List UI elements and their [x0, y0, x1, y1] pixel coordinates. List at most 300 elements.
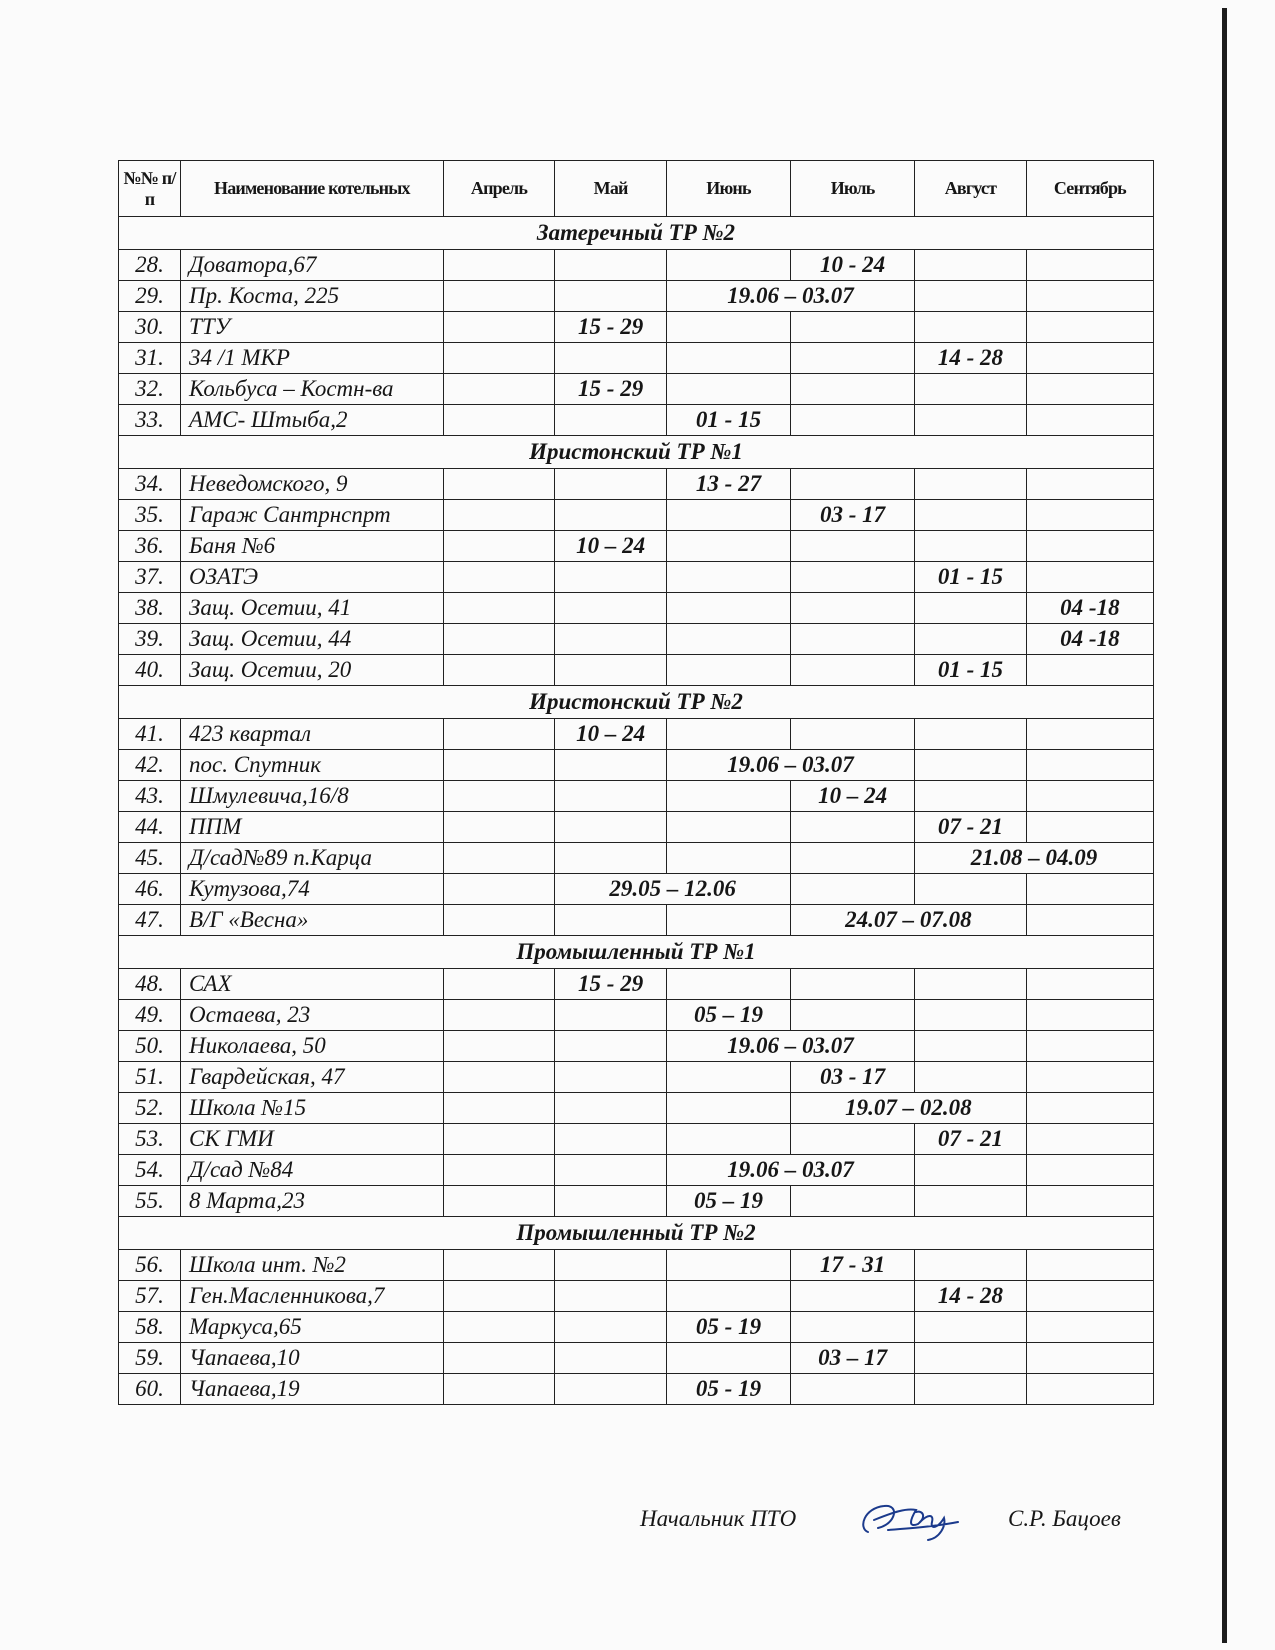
empty-cell — [555, 593, 667, 624]
empty-cell — [1026, 250, 1153, 281]
empty-cell — [443, 1250, 555, 1281]
table-row — [119, 1155, 1154, 1186]
empty-cell — [555, 843, 667, 874]
empty-cell — [791, 969, 915, 1000]
shutdown-period: 07 - 21 — [915, 1124, 1027, 1155]
table-row — [119, 312, 1154, 343]
shutdown-period: 04 -18 — [1026, 593, 1153, 624]
empty-cell — [666, 500, 790, 531]
header-row — [119, 161, 1154, 217]
empty-cell — [1026, 905, 1153, 936]
empty-cell — [1026, 1281, 1153, 1312]
signature-block — [640, 1500, 1160, 1560]
empty-cell — [915, 312, 1027, 343]
empty-cell — [666, 812, 790, 843]
empty-cell — [1026, 312, 1153, 343]
empty-cell — [555, 281, 667, 312]
row-number: 32. — [119, 374, 181, 405]
shutdown-period: 04 -18 — [1026, 624, 1153, 655]
boiler-name: Николаева, 50 — [181, 1031, 444, 1062]
handwritten-signature — [854, 1494, 964, 1544]
empty-cell — [1026, 500, 1153, 531]
empty-cell — [1026, 1000, 1153, 1031]
boiler-name: Пр. Коста, 225 — [181, 281, 444, 312]
empty-cell — [791, 562, 915, 593]
shutdown-period: 07 - 21 — [915, 812, 1027, 843]
boiler-name: Неведомского, 9 — [181, 469, 444, 500]
empty-cell — [1026, 812, 1153, 843]
empty-cell — [791, 593, 915, 624]
empty-cell — [915, 405, 1027, 436]
header-july: Июль — [791, 161, 915, 217]
empty-cell — [915, 281, 1027, 312]
shutdown-period: 15 - 29 — [555, 374, 667, 405]
empty-cell — [915, 500, 1027, 531]
row-number: 58. — [119, 1312, 181, 1343]
empty-cell — [915, 624, 1027, 655]
empty-cell — [915, 593, 1027, 624]
empty-cell — [915, 781, 1027, 812]
empty-cell — [443, 1343, 555, 1374]
empty-cell — [443, 1186, 555, 1217]
shutdown-period: 05 - 19 — [666, 1374, 790, 1405]
empty-cell — [791, 1312, 915, 1343]
empty-cell — [443, 655, 555, 686]
row-number: 52. — [119, 1093, 181, 1124]
empty-cell — [443, 874, 555, 905]
empty-cell — [1026, 1062, 1153, 1093]
boiler-name: Баня №6 — [181, 531, 444, 562]
empty-cell — [1026, 531, 1153, 562]
boiler-name: Ген.Масленникова,7 — [181, 1281, 444, 1312]
empty-cell — [791, 374, 915, 405]
shutdown-period: 05 – 19 — [666, 1000, 790, 1031]
header-name: Наименование котельных — [181, 161, 444, 217]
boiler-name: Остаева, 23 — [181, 1000, 444, 1031]
shutdown-period: 03 - 17 — [791, 1062, 915, 1093]
schedule-table — [118, 160, 1154, 1405]
empty-cell — [443, 1312, 555, 1343]
empty-cell — [443, 250, 555, 281]
boiler-name: Кольбуса – Костн-ва — [181, 374, 444, 405]
empty-cell — [915, 374, 1027, 405]
row-number: 38. — [119, 593, 181, 624]
shutdown-period: 10 – 24 — [555, 531, 667, 562]
empty-cell — [1026, 405, 1153, 436]
empty-cell — [791, 655, 915, 686]
empty-cell — [555, 1250, 667, 1281]
boiler-name: Гвардейская, 47 — [181, 1062, 444, 1093]
empty-cell — [443, 469, 555, 500]
empty-cell — [1026, 1312, 1153, 1343]
table-row — [119, 905, 1154, 936]
table-row — [119, 1374, 1154, 1405]
signer-position: Начальник ПТО — [640, 1506, 797, 1531]
empty-cell — [791, 405, 915, 436]
boiler-name: 34 /1 МКР — [181, 343, 444, 374]
empty-cell — [555, 1062, 667, 1093]
shutdown-period: 19.06 – 03.07 — [666, 281, 914, 312]
empty-cell — [443, 312, 555, 343]
boiler-name: Защ. Осетии, 20 — [181, 655, 444, 686]
header-june: Июнь — [666, 161, 790, 217]
empty-cell — [915, 719, 1027, 750]
empty-cell — [555, 562, 667, 593]
shutdown-period: 15 - 29 — [555, 969, 667, 1000]
empty-cell — [666, 1093, 790, 1124]
table-row — [119, 343, 1154, 374]
empty-cell — [555, 1093, 667, 1124]
table-row — [119, 1281, 1154, 1312]
section-title: Иристонский ТР №2 — [119, 686, 1154, 719]
empty-cell — [555, 1312, 667, 1343]
scan-border — [1222, 8, 1227, 1643]
row-number: 51. — [119, 1062, 181, 1093]
empty-cell — [555, 250, 667, 281]
header-september: Сентябрь — [1026, 161, 1153, 217]
boiler-name: АМС- Штыба,2 — [181, 405, 444, 436]
empty-cell — [443, 1000, 555, 1031]
empty-cell — [1026, 655, 1153, 686]
boiler-name: Школа №15 — [181, 1093, 444, 1124]
boiler-name: САХ — [181, 969, 444, 1000]
row-number: 56. — [119, 1250, 181, 1281]
row-number: 45. — [119, 843, 181, 874]
empty-cell — [555, 1124, 667, 1155]
table-row — [119, 1250, 1154, 1281]
empty-cell — [791, 1186, 915, 1217]
header-april: Апрель — [443, 161, 555, 217]
empty-cell — [915, 469, 1027, 500]
empty-cell — [666, 624, 790, 655]
empty-cell — [666, 781, 790, 812]
table-row — [119, 843, 1154, 874]
empty-cell — [443, 562, 555, 593]
empty-cell — [666, 905, 790, 936]
table-row — [119, 812, 1154, 843]
table-row — [119, 593, 1154, 624]
empty-cell — [1026, 1155, 1153, 1186]
row-number: 29. — [119, 281, 181, 312]
boiler-name: пос. Спутник — [181, 750, 444, 781]
empty-cell — [1026, 1186, 1153, 1217]
empty-cell — [555, 1343, 667, 1374]
empty-cell — [791, 1000, 915, 1031]
table-row — [119, 1093, 1154, 1124]
empty-cell — [443, 781, 555, 812]
table-row — [119, 374, 1154, 405]
empty-cell — [915, 1000, 1027, 1031]
table-row — [119, 1031, 1154, 1062]
row-number: 39. — [119, 624, 181, 655]
row-number: 50. — [119, 1031, 181, 1062]
table-body — [119, 217, 1154, 1405]
table-row — [119, 1124, 1154, 1155]
empty-cell — [443, 374, 555, 405]
empty-cell — [555, 750, 667, 781]
boiler-name: 8 Марта,23 — [181, 1186, 444, 1217]
empty-cell — [915, 531, 1027, 562]
empty-cell — [1026, 343, 1153, 374]
table-row — [119, 969, 1154, 1000]
empty-cell — [666, 1281, 790, 1312]
table-row — [119, 624, 1154, 655]
empty-cell — [1026, 1374, 1153, 1405]
row-number: 36. — [119, 531, 181, 562]
empty-cell — [915, 969, 1027, 1000]
empty-cell — [555, 1031, 667, 1062]
empty-cell — [791, 843, 915, 874]
shutdown-period: 15 - 29 — [555, 312, 667, 343]
empty-cell — [791, 624, 915, 655]
empty-cell — [1026, 1250, 1153, 1281]
empty-cell — [915, 250, 1027, 281]
empty-cell — [443, 1062, 555, 1093]
table-row — [119, 281, 1154, 312]
empty-cell — [791, 719, 915, 750]
empty-cell — [555, 812, 667, 843]
empty-cell — [791, 343, 915, 374]
row-number: 44. — [119, 812, 181, 843]
empty-cell — [555, 655, 667, 686]
table-row — [119, 469, 1154, 500]
empty-cell — [791, 469, 915, 500]
shutdown-period: 03 – 17 — [791, 1343, 915, 1374]
table-row — [119, 1000, 1154, 1031]
empty-cell — [1026, 1124, 1153, 1155]
empty-cell — [666, 1250, 790, 1281]
empty-cell — [443, 500, 555, 531]
row-number: 48. — [119, 969, 181, 1000]
table-row — [119, 1312, 1154, 1343]
boiler-name: Защ. Осетии, 41 — [181, 593, 444, 624]
empty-cell — [666, 562, 790, 593]
empty-cell — [915, 1374, 1027, 1405]
table-row — [119, 719, 1154, 750]
row-number: 47. — [119, 905, 181, 936]
empty-cell — [443, 843, 555, 874]
section-title: Промышленный ТР №1 — [119, 936, 1154, 969]
empty-cell — [555, 405, 667, 436]
empty-cell — [666, 250, 790, 281]
row-number: 60. — [119, 1374, 181, 1405]
shutdown-period: 14 - 28 — [915, 1281, 1027, 1312]
row-number: 31. — [119, 343, 181, 374]
empty-cell — [443, 593, 555, 624]
row-number: 59. — [119, 1343, 181, 1374]
table-row — [119, 655, 1154, 686]
row-number: 28. — [119, 250, 181, 281]
table-row — [119, 531, 1154, 562]
shutdown-period: 21.08 – 04.09 — [915, 843, 1154, 874]
empty-cell — [791, 874, 915, 905]
header-may: Май — [555, 161, 667, 217]
row-number: 34. — [119, 469, 181, 500]
table-row — [119, 874, 1154, 905]
table-row — [119, 781, 1154, 812]
empty-cell — [1026, 781, 1153, 812]
boiler-name: Доватора,67 — [181, 250, 444, 281]
empty-cell — [555, 624, 667, 655]
row-number: 30. — [119, 312, 181, 343]
empty-cell — [666, 531, 790, 562]
shutdown-period: 01 - 15 — [915, 655, 1027, 686]
shutdown-period: 10 - 24 — [791, 250, 915, 281]
boiler-name: 423 квартал — [181, 719, 444, 750]
header-august: Август — [915, 161, 1027, 217]
empty-cell — [666, 1062, 790, 1093]
boiler-name: ТТУ — [181, 312, 444, 343]
boiler-name: Д/сад №84 — [181, 1155, 444, 1186]
empty-cell — [443, 531, 555, 562]
shutdown-period: 29.05 – 12.06 — [555, 874, 791, 905]
empty-cell — [666, 374, 790, 405]
empty-cell — [443, 969, 555, 1000]
empty-cell — [791, 1124, 915, 1155]
shutdown-period: 19.06 – 03.07 — [666, 1155, 914, 1186]
empty-cell — [666, 719, 790, 750]
boiler-name: ОЗАТЭ — [181, 562, 444, 593]
shutdown-period: 13 - 27 — [666, 469, 790, 500]
empty-cell — [1026, 1093, 1153, 1124]
empty-cell — [666, 343, 790, 374]
table-row — [119, 562, 1154, 593]
empty-cell — [666, 1124, 790, 1155]
empty-cell — [555, 781, 667, 812]
shutdown-period: 19.06 – 03.07 — [666, 1031, 914, 1062]
empty-cell — [555, 1186, 667, 1217]
section-title: Затеречный ТР №2 — [119, 217, 1154, 250]
empty-cell — [443, 343, 555, 374]
empty-cell — [791, 312, 915, 343]
table-row — [119, 250, 1154, 281]
row-number: 37. — [119, 562, 181, 593]
row-number: 35. — [119, 500, 181, 531]
row-number: 33. — [119, 405, 181, 436]
table-row — [119, 405, 1154, 436]
shutdown-period: 19.07 – 02.08 — [791, 1093, 1027, 1124]
empty-cell — [1026, 969, 1153, 1000]
empty-cell — [915, 1343, 1027, 1374]
shutdown-period: 01 - 15 — [666, 405, 790, 436]
row-number: 57. — [119, 1281, 181, 1312]
empty-cell — [1026, 719, 1153, 750]
table-row — [119, 500, 1154, 531]
boiler-name: Шмулевича,16/8 — [181, 781, 444, 812]
empty-cell — [1026, 1031, 1153, 1062]
empty-cell — [915, 1062, 1027, 1093]
empty-cell — [555, 1374, 667, 1405]
shutdown-period: 19.06 – 03.07 — [666, 750, 914, 781]
table-row — [119, 750, 1154, 781]
table-row — [119, 1343, 1154, 1374]
shutdown-period: 03 - 17 — [791, 500, 915, 531]
table-row — [119, 1062, 1154, 1093]
boiler-name: В/Г «Весна» — [181, 905, 444, 936]
empty-cell — [443, 1281, 555, 1312]
empty-cell — [915, 1312, 1027, 1343]
empty-cell — [1026, 469, 1153, 500]
row-number: 46. — [119, 874, 181, 905]
empty-cell — [915, 874, 1027, 905]
row-number: 43. — [119, 781, 181, 812]
shutdown-period: 10 – 24 — [555, 719, 667, 750]
shutdown-period: 05 – 19 — [666, 1186, 790, 1217]
empty-cell — [1026, 750, 1153, 781]
boiler-name: Чапаева,10 — [181, 1343, 444, 1374]
boiler-name: Школа инт. №2 — [181, 1250, 444, 1281]
empty-cell — [443, 1031, 555, 1062]
shutdown-period: 14 - 28 — [915, 343, 1027, 374]
signer-name: С.Р. Бацоев — [1008, 1506, 1121, 1531]
empty-cell — [443, 281, 555, 312]
empty-cell — [555, 1155, 667, 1186]
empty-cell — [555, 1000, 667, 1031]
section-row — [119, 686, 1154, 719]
shutdown-period: 01 - 15 — [915, 562, 1027, 593]
empty-cell — [915, 1250, 1027, 1281]
empty-cell — [666, 1343, 790, 1374]
empty-cell — [791, 1281, 915, 1312]
section-title: Иристонский ТР №1 — [119, 436, 1154, 469]
empty-cell — [443, 812, 555, 843]
row-number: 40. — [119, 655, 181, 686]
empty-cell — [915, 750, 1027, 781]
empty-cell — [555, 469, 667, 500]
empty-cell — [443, 1374, 555, 1405]
boiler-name: Защ. Осетии, 44 — [181, 624, 444, 655]
row-number: 41. — [119, 719, 181, 750]
boiler-name: Кутузова,74 — [181, 874, 444, 905]
row-number: 42. — [119, 750, 181, 781]
empty-cell — [443, 1124, 555, 1155]
empty-cell — [443, 1155, 555, 1186]
boiler-name: Д/сад№89 п.Карца — [181, 843, 444, 874]
empty-cell — [666, 312, 790, 343]
empty-cell — [1026, 1343, 1153, 1374]
empty-cell — [443, 905, 555, 936]
empty-cell — [1026, 562, 1153, 593]
boiler-name: Чапаева,19 — [181, 1374, 444, 1405]
empty-cell — [555, 343, 667, 374]
empty-cell — [915, 1031, 1027, 1062]
table-row — [119, 1186, 1154, 1217]
section-title: Промышленный ТР №2 — [119, 1217, 1154, 1250]
section-row — [119, 936, 1154, 969]
empty-cell — [443, 750, 555, 781]
empty-cell — [1026, 374, 1153, 405]
empty-cell — [666, 969, 790, 1000]
section-row — [119, 217, 1154, 250]
empty-cell — [443, 719, 555, 750]
row-number: 53. — [119, 1124, 181, 1155]
empty-cell — [666, 843, 790, 874]
empty-cell — [555, 1281, 667, 1312]
row-number: 49. — [119, 1000, 181, 1031]
empty-cell — [443, 624, 555, 655]
shutdown-period: 24.07 – 07.08 — [791, 905, 1027, 936]
shutdown-period: 17 - 31 — [791, 1250, 915, 1281]
empty-cell — [915, 1186, 1027, 1217]
empty-cell — [1026, 874, 1153, 905]
header-number: №№ п/п — [119, 161, 181, 217]
shutdown-period: 05 - 19 — [666, 1312, 790, 1343]
empty-cell — [791, 812, 915, 843]
empty-cell — [791, 531, 915, 562]
row-number: 54. — [119, 1155, 181, 1186]
empty-cell — [666, 655, 790, 686]
empty-cell — [666, 593, 790, 624]
